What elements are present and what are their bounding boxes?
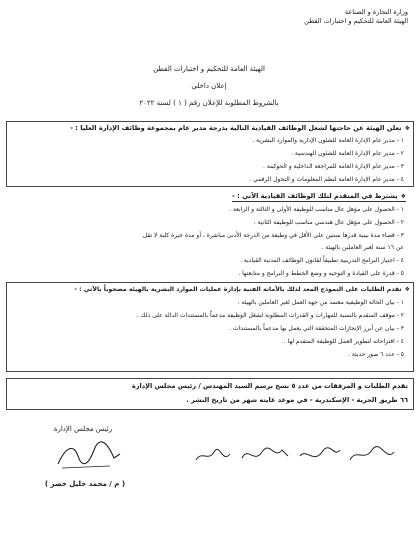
condition-item: ١ - الحصول على مؤهل عال مناسب للوظيفة الأولى و الثالثة و الرابعة . — [229, 206, 404, 213]
header-org: الهيئة العامة للتحكيم و اختبارات القطن — [153, 65, 265, 73]
bullet-icon: ❖ — [404, 286, 410, 293]
requirement-item: ٣ - بيان عن أبرز الإنجازات المتحققة التي يعمل بها مدعماً بالمستندات . — [229, 325, 404, 332]
condition-item: ٤ - اجتياز البرامج التدريبية تطبيقاً لقانون الوظائف المدنية القيادية . — [240, 257, 404, 264]
condition-item-continued: عن ١٦ سنة لغير العاملين بالهيئة . — [321, 244, 404, 251]
authority-name: الهيئة العامة للتحكيم و اختبارات القطن — [304, 17, 408, 25]
requirement-item: ٥ - عدد ٦ صور حديثة . — [347, 351, 404, 358]
requirement-item: ٢ - موقف المتقدم بالنسبة للمهارات و القدرات المطلوبة لشغل الوظيفة مدعماً بالمستندات الدالة على ذلك . — [136, 312, 404, 319]
submission-line: تقدم الطلبات و المرفقات من عدد ٥ نسخ برسم السيد المهندس / رئيس مجلس الإدارة — [131, 382, 408, 390]
job-item: ٤ - مدير عام الإدارة العامة لنظم المعلومات و التحول الرقمي . — [249, 176, 404, 183]
ministry-name: وزارة التجارة و الصناعة — [344, 8, 408, 16]
announcement-title: إعلان داخلي — [191, 82, 227, 90]
intro-text: ❖تعلن الهيئة عن حاجتها لشغل الوظائف القيادية التالية بدرجة مدير عام بمجموعة وظائف الإدارة العليا : - — [70, 124, 410, 132]
condition-item: ٣ - قضاء مدة بينية قدرها سنتين على الأقل في وظيفة من الدرجة الأدنى مباشرة ، أو مدة خبرة كلية لا تقل — [142, 232, 404, 239]
job-item: ٢ - مدير عام الإدارة العامة للشئون الهندسية . — [291, 150, 404, 157]
initials-signatures-icon — [190, 438, 405, 472]
bullet-icon: ❖ — [400, 193, 406, 200]
announcement-subtitle: بالشروط المطلوبة للإعلان رقم ( ١ ) لسنة ٢٠٢٢ — [139, 99, 279, 107]
requirement-item: ١ - بيان الحالة الوظيفية معتمد من جهة العمل لغير العاملين بالهيئة . — [237, 299, 404, 306]
bullet-icon: ❖ — [404, 125, 410, 132]
signatory-name: ( م / محمد خليل خضر ) — [44, 480, 126, 488]
handwritten-signature-icon — [48, 436, 128, 476]
conditions-heading: ❖يشترط في المتقدم لتلك الوظائف القيادية الآتي : - — [232, 192, 406, 200]
job-item: ١ - مدير عام الإدارة العامة للشئون الإدارية والموارد البشرية . — [252, 137, 404, 144]
condition-item: ٥ - قدرة على القيادة و التوجيه و وضع الخطط و البرامج و متابعتها . — [238, 270, 404, 277]
application-heading: ❖تقدم الطلبات على النموذج المعد لذلك بالأمانة الفنية بإدارة عمليات الموارد البشرية بالهيئة مصحوباً بالآتي : - — [74, 286, 410, 293]
requirement-item: ٤ - اقتراحاته لتطوير العمل للوظيفة المتقدم لها . — [283, 338, 404, 345]
signature-title: رئيس مجلس الإدارة — [53, 425, 113, 433]
job-item: ٣ - مدير عام الإدارة العامة للمراجعة الداخلية و الحوكمة . — [263, 163, 404, 170]
condition-item: ٢ - الحصول على مؤهل عال هندسي مناسب للوظيفة الثانية . — [253, 219, 404, 226]
submission-address: ٦٦ طريق الحرية - الإسكندرية - في موعد غايته شهر من تاريخ النشر . — [186, 396, 408, 404]
